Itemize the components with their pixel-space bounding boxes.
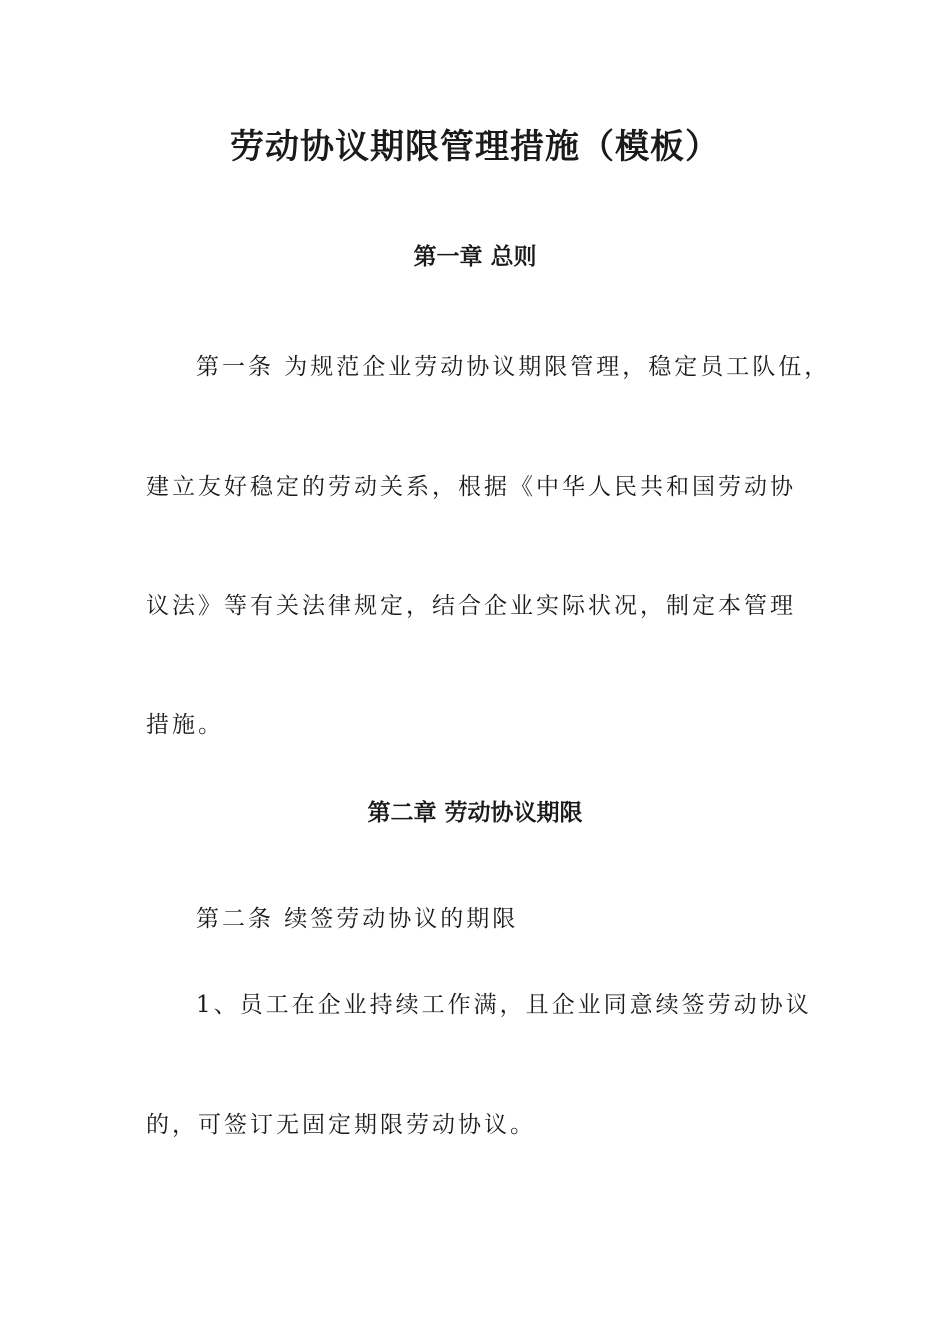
item-1-line-1: 1、员工在企业持续工作满，且企业同意续签劳动协议 — [196, 992, 812, 1018]
article-1-line-4: 措施。 — [146, 712, 224, 738]
chapter-1-heading: 第一章 总则 — [413, 244, 537, 270]
item-1-line-2: 的，可签订无固定期限劳动协议。 — [146, 1112, 536, 1138]
chapter-2-heading: 第二章 劳动协议期限 — [367, 800, 583, 826]
document-title: 劳动协议期限管理措施（模板） — [230, 127, 720, 167]
article-1-line-1: 第一条 为规范企业劳动协议期限管理，稳定员工队伍， — [196, 354, 831, 380]
article-1-line-3: 议法》等有关法律规定，结合企业实际状况，制定本管理 — [146, 593, 796, 619]
article-1-line-2: 建立友好稳定的劳动关系，根据《中华人民共和国劳动协 — [146, 474, 796, 500]
article-2-heading: 第二条 续签劳动协议的期限 — [196, 906, 519, 932]
